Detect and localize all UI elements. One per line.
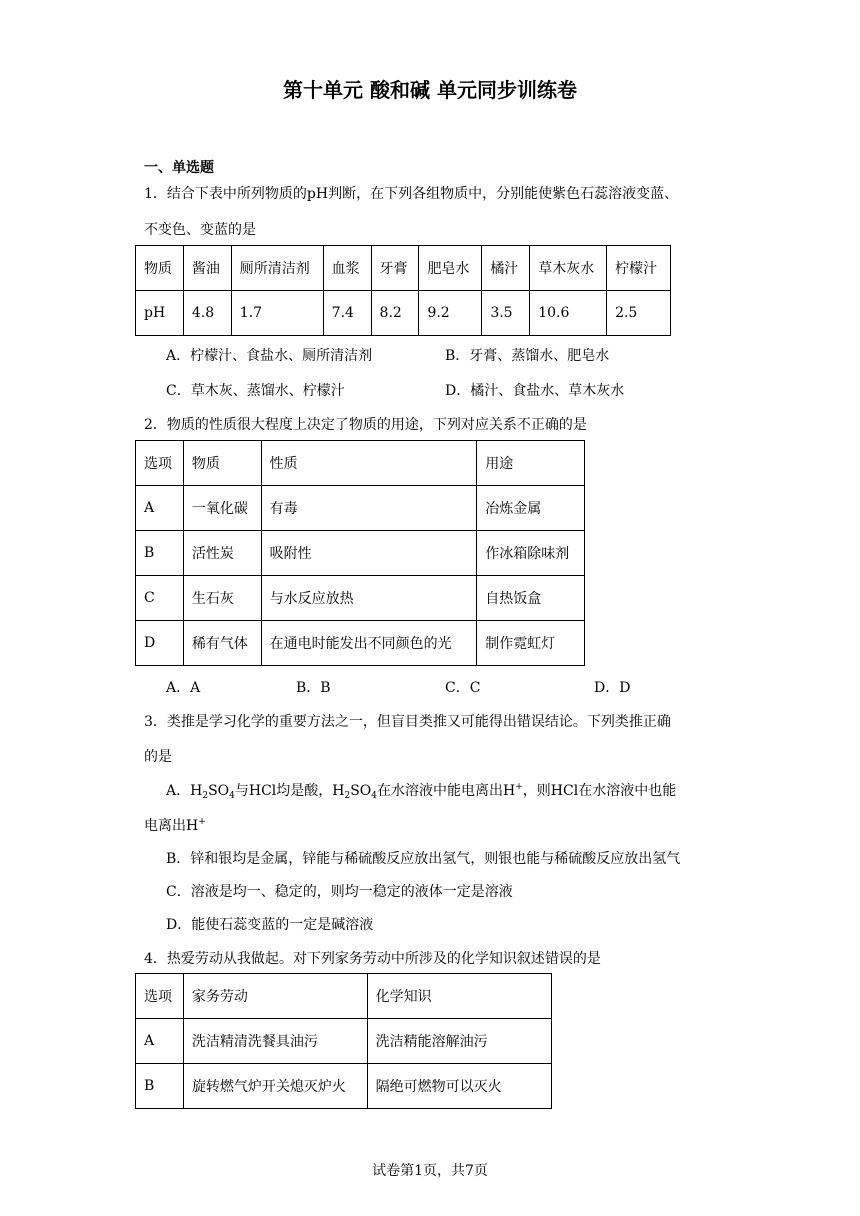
table-cell: C — [136, 576, 184, 621]
q2-table-header — [136, 441, 585, 486]
q2-stem-line1: 2．物质的性质很大程度上决定了物质的用途，下列对应关系不正确的是 — [144, 417, 587, 433]
table-cell: 作冰箱除味剂 — [477, 531, 585, 576]
subscript: 4 — [371, 791, 378, 801]
table-header-cell: 性质 — [261, 441, 477, 486]
table-header-cell: 化学知识 — [367, 974, 551, 1019]
q2-option-a: A．A — [166, 680, 201, 696]
table-header-cell: 物质 — [183, 441, 261, 486]
table-cell: 物质 — [136, 246, 184, 291]
q3-a-text: 在水溶液中能电离出H — [377, 783, 516, 799]
table-cell: 隔绝可燃物可以灭火 — [367, 1064, 551, 1109]
table-cell: A — [136, 1019, 184, 1064]
q3-a-text: 电离出H — [144, 818, 199, 834]
table-row — [136, 1019, 552, 1064]
table-cell: 牙膏 — [371, 246, 419, 291]
table-header-cell: 家务劳动 — [183, 974, 367, 1019]
q2-table — [135, 440, 585, 666]
q1-stem-line2: 不变色、变蓝的是 — [144, 222, 256, 238]
table-header-cell: 用途 — [477, 441, 585, 486]
table-row — [136, 621, 585, 666]
page-footer: 试卷第1页，共7页 — [372, 1163, 488, 1179]
table-cell: 洗洁精清洗餐具油污 — [183, 1019, 367, 1064]
table-row — [136, 576, 585, 621]
table-cell: 生石灰 — [183, 576, 261, 621]
q4-table — [135, 973, 552, 1109]
q3-a-text: 与HCl均是酸，H — [234, 783, 345, 799]
table-header-cell: 选项 — [136, 441, 184, 486]
q3-option-a-line2 — [144, 815, 206, 835]
table-cell: 活性炭 — [183, 531, 261, 576]
table-cell: 制作霓虹灯 — [477, 621, 585, 666]
q1-option-b: B．牙膏、蒸馏水、肥皂水 — [445, 348, 610, 364]
table-row — [136, 1064, 552, 1109]
q1-table-row-ph — [136, 291, 671, 336]
table-cell: 柠檬汁 — [607, 246, 671, 291]
table-header-cell: 选项 — [136, 974, 184, 1019]
q1-option-d: D．橘汁、食盐水、草木灰水 — [445, 383, 625, 399]
q1-option-c: C．草木灰、蒸馏水、柠檬汁 — [166, 383, 345, 399]
table-cell: 橘汁 — [482, 246, 530, 291]
table-cell: 厕所清洁剂 — [231, 246, 323, 291]
table-cell: 冶炼金属 — [477, 486, 585, 531]
q3-a-text: SO — [350, 783, 372, 799]
superscript: + — [515, 782, 523, 792]
q1-ph-table — [135, 245, 671, 336]
table-cell: B — [136, 531, 184, 576]
q2-option-d: D．D — [594, 680, 631, 696]
q1-stem-line1: 1．结合下表中所列物质的pH判断，在下列各组物质中，分别能使紫色石蕊溶液变蓝、 — [144, 186, 679, 202]
table-cell: A — [136, 486, 184, 531]
q3-option-a — [166, 780, 676, 801]
q2-option-c: C．C — [445, 680, 481, 696]
subscript: 2 — [202, 791, 209, 801]
q3-option-c: C．溶液是均一、稳定的，则均一稳定的液体一定是溶液 — [166, 884, 513, 900]
table-cell: 4.8 — [183, 291, 231, 336]
page-title: 第十单元 酸和碱 单元同步训练卷 — [283, 78, 577, 102]
table-cell: pH — [136, 291, 184, 336]
table-cell: 9.2 — [419, 291, 482, 336]
table-cell: 酱油 — [183, 246, 231, 291]
table-cell: 7.4 — [323, 291, 371, 336]
table-cell: 与水反应放热 — [261, 576, 477, 621]
table-cell: 2.5 — [607, 291, 671, 336]
table-cell: 一氧化碳 — [183, 486, 261, 531]
q4-stem-line1: 4．热爱劳动从我做起。对下列家务劳动中所涉及的化学知识叙述错误的是 — [144, 951, 601, 967]
table-cell: 稀有气体 — [183, 621, 261, 666]
table-cell: B — [136, 1064, 184, 1109]
subscript: 4 — [229, 791, 235, 801]
table-row — [136, 486, 585, 531]
table-cell: D — [136, 621, 184, 666]
table-cell: 肥皂水 — [419, 246, 482, 291]
q3-a-text: ，则HCl在水溶液中也能 — [522, 783, 677, 799]
table-cell: 自热饭盒 — [477, 576, 585, 621]
q3-stem-line1: 3．类推是学习化学的重要方法之一，但盲目类推又可能得出错误结论。下列类推正确 — [144, 714, 671, 730]
subscript: 2 — [344, 791, 351, 801]
section-title: 一、单选题 — [144, 160, 214, 176]
table-cell: 吸附性 — [261, 531, 477, 576]
superscript: + — [198, 817, 206, 827]
table-cell: 草木灰水 — [530, 246, 607, 291]
table-cell: 有毒 — [261, 486, 477, 531]
q3-a-text: A．H — [166, 783, 203, 799]
table-cell: 血浆 — [323, 246, 371, 291]
table-cell: 3.5 — [482, 291, 530, 336]
table-cell: 旋转燃气炉开关熄灭炉火 — [183, 1064, 367, 1109]
q1-table-row-substance — [136, 246, 671, 291]
q3-option-d: D．能使石蕊变蓝的一定是碱溶液 — [166, 917, 374, 933]
table-row — [136, 531, 585, 576]
q3-a-text: SO — [208, 783, 230, 799]
table-cell: 8.2 — [371, 291, 419, 336]
q3-stem-line2: 的是 — [144, 749, 172, 765]
table-cell: 10.6 — [530, 291, 607, 336]
q2-option-b: B．B — [296, 680, 331, 696]
q3-option-b: B．锌和银均是金属，锌能与稀硫酸反应放出氢气，则银也能与稀硫酸反应放出氢气 — [166, 851, 681, 867]
table-cell: 洗洁精能溶解油污 — [367, 1019, 551, 1064]
table-cell: 1.7 — [231, 291, 323, 336]
table-cell: 在通电时能发出不同颜色的光 — [261, 621, 477, 666]
q4-table-header — [136, 974, 552, 1019]
q1-option-a: A．柠檬汁、食盐水、厕所清洁剂 — [166, 348, 373, 364]
